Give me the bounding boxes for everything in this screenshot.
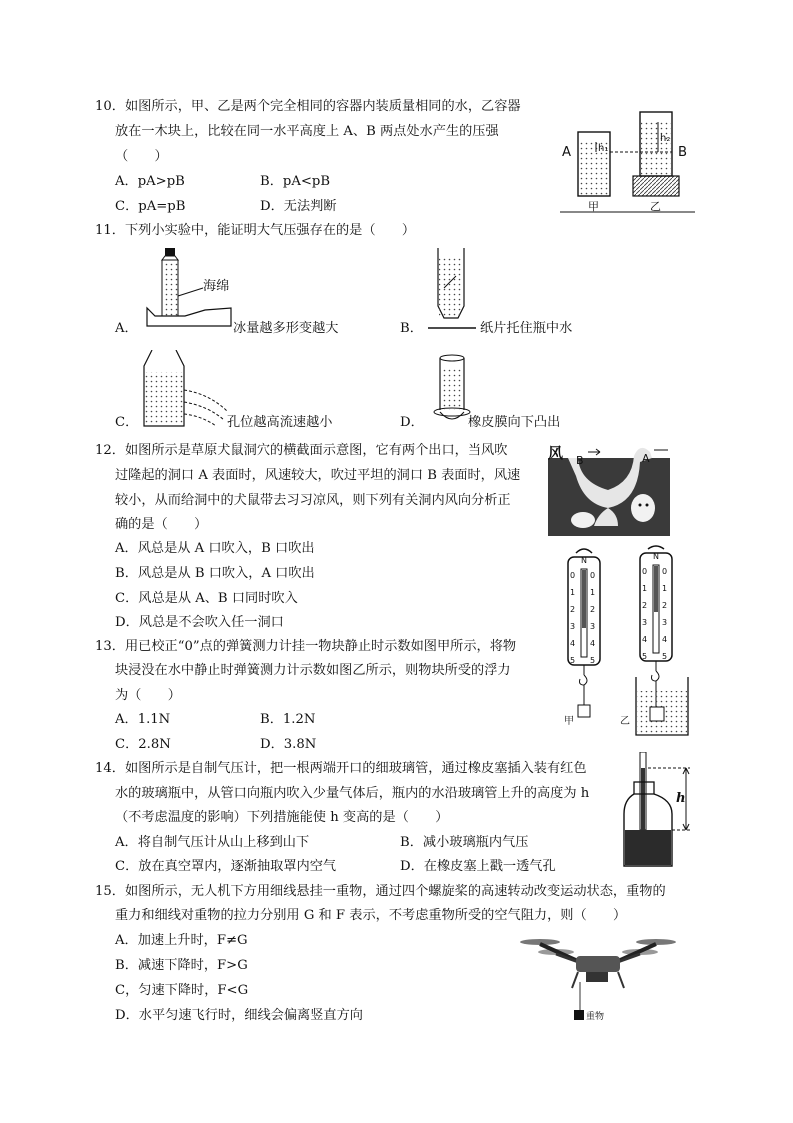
- q10-container-figure: [560, 102, 695, 220]
- q11-d-text: 橡皮膜向下凸出: [468, 415, 561, 430]
- q10-option-c: C．pA=pB: [115, 199, 186, 214]
- tick-label: 4: [642, 635, 648, 644]
- q13-line2: 块浸没在水中静止时弹簧测力计示数如图乙所示，则物块所受的浮力: [115, 663, 511, 678]
- q13-fig-ticks-left-jia: [570, 567, 580, 669]
- tick-label: 0: [662, 567, 668, 576]
- q11-b-letter: B．: [400, 321, 423, 336]
- q13-fig-ticks-right-jia: [590, 567, 600, 669]
- q10-fig-label-b: B: [678, 145, 688, 160]
- q11-c-text: 孔位越高流速越小: [227, 415, 333, 430]
- q12-option-c: C．风总是从 A、B 口同时吹入: [115, 591, 298, 606]
- q13-fig-caption-yi: 乙: [620, 716, 630, 727]
- tick-label: 0: [570, 571, 576, 580]
- q15-line1: 15．如图所示，无人机下方用细线悬挂一重物，通过四个螺旋桨的高速转动改变运动状态，重物的: [95, 884, 666, 899]
- tick-label: 3: [590, 622, 596, 631]
- q13-option-d: D．3.8N: [260, 737, 317, 752]
- q13-line1: 13．用已校正“0”点的弹簧测力计挂一物块静止时示数如图甲所示，将物: [95, 639, 517, 654]
- q13-option-c: C．2.8N: [115, 737, 171, 752]
- q12-line4: 确的是（ ）: [115, 517, 208, 532]
- q14-option-d: D．在橡皮塞上戳一透气孔: [400, 859, 556, 874]
- q14-line2: 水的玻璃瓶中，从管口向瓶内吹入少量气体后，瓶内的水沿玻璃管上升的高度为 h: [115, 786, 590, 801]
- q15-option-d: D．水平匀速飞行时，细线会偏离竖直方向: [115, 1008, 363, 1023]
- q11-a-text: 冰量越多形变越大: [233, 321, 339, 336]
- tick-label: 0: [642, 567, 648, 576]
- q13-fig-ticks-right-yi: [662, 563, 672, 665]
- tick-label: 2: [590, 605, 596, 614]
- q12-fig-label-b: B: [576, 454, 584, 467]
- tick-label: 5: [590, 656, 596, 665]
- tick-label: 1: [590, 588, 596, 597]
- q10-fig-caption-jia: 甲: [588, 200, 599, 213]
- tick-label: 5: [662, 652, 668, 661]
- tick-label: 4: [590, 639, 596, 648]
- q10-fig-h1: h₁: [598, 143, 609, 154]
- q13-fig-caption-jia: 甲: [564, 716, 574, 727]
- q10-option-b: B．pA<pB: [260, 174, 331, 189]
- q12-line3: 较小，从而给洞中的犬鼠带去习习凉风，则下列有关洞内风向分析正: [115, 493, 511, 508]
- tick-label: 5: [570, 656, 576, 665]
- q15-fig-caption: 重物: [586, 1012, 605, 1022]
- q10-line1: 10．如图所示，甲、乙是两个完全相同的容器内装质量相同的水，乙容器: [95, 99, 521, 114]
- q11-stem: 11．下列小实验中，能证明大气压强存在的是（ ）: [95, 223, 416, 238]
- q10-fig-caption-yi: 乙: [650, 200, 661, 213]
- q15-line2: 重力和细线对重物的拉力分别用 G 和 F 表示，不考虑重物所受的空气阻力，则（ ）: [115, 908, 627, 923]
- q15-option-a: A．加速上升时，F≠G: [115, 933, 248, 948]
- q10-fig-label-a: A: [562, 145, 572, 160]
- q14-barometer-figure: [620, 752, 700, 872]
- q12-burrow-figure: [548, 442, 670, 536]
- q13-fig-unit-jia: N: [581, 556, 587, 565]
- q11-c-letter: C．: [115, 415, 139, 430]
- q14-line1: 14．如图所示是自制气压计，把一根两端开口的细玻璃管，通过橡皮塞插入装有红色: [95, 761, 587, 776]
- tick-label: 2: [662, 601, 668, 610]
- q14-line3: （不考虑温度的影响）下列措施能使 h 变高的是（ ）: [115, 810, 449, 825]
- q14-option-c: C．放在真空罩内，逐渐抽取罩内空气: [115, 859, 337, 874]
- q15-drone-figure: [518, 932, 678, 1024]
- q13-fig-unit-yi: N: [653, 552, 659, 561]
- q13-line3: 为（ ）: [115, 688, 181, 703]
- q10-line2: 放在一木块上，比较在同一水平高度上 A、B 两点处水产生的压强: [115, 124, 499, 139]
- tick-label: 3: [570, 622, 576, 631]
- q12-fig-label-a: A: [642, 452, 650, 465]
- tick-label: 4: [662, 635, 668, 644]
- tick-label: 2: [642, 601, 648, 610]
- tick-label: 1: [662, 584, 668, 593]
- q13-option-a: A．1.1N: [115, 712, 171, 727]
- q13-option-b: B．1.2N: [260, 712, 316, 727]
- q14-option-b: B．减小玻璃瓶内气压: [400, 835, 529, 850]
- q12-option-b: B．风总是从 B 口吹入，A 口吹出: [115, 566, 315, 581]
- tick-label: 0: [590, 571, 596, 580]
- q12-option-d: D．风总是不会吹入任一洞口: [115, 615, 284, 630]
- q10-option-d: D．无法判断: [260, 199, 337, 214]
- q11-d-letter: D．: [400, 415, 424, 430]
- q11-b-text: 纸片托住瓶中水: [480, 321, 573, 336]
- tick-label: 3: [642, 618, 648, 627]
- tick-label: 5: [642, 652, 648, 661]
- tick-label: 4: [570, 639, 576, 648]
- q11-c-figure: [140, 350, 230, 430]
- q15-option-c: C，匀速下降时，F<G: [115, 983, 249, 998]
- q11-a-letter: A．: [115, 321, 138, 336]
- q14-option-a: A．将自制气压计从山上移到山下: [115, 835, 310, 850]
- tick-label: 1: [570, 588, 576, 597]
- q10-line3: （ ）: [115, 149, 168, 164]
- q12-option-a: A．风总是从 A 口吹入，B 口吹出: [115, 541, 315, 556]
- tick-label: 1: [642, 584, 648, 593]
- tick-label: 3: [662, 618, 668, 627]
- q14-fig-h: h: [676, 791, 686, 806]
- q12-line1: 12．如图所示是草原犬鼠洞穴的横截面示意图，它有两个出口，当风吹: [95, 443, 508, 458]
- tick-label: 2: [570, 605, 576, 614]
- q12-fig-wind: 风: [548, 444, 564, 462]
- q11-a-fig-label: 海绵: [203, 279, 230, 294]
- q10-fig-h2: h₂: [660, 133, 671, 144]
- q13-spring-scale-figure: [560, 545, 690, 737]
- q11-b-figure: [428, 248, 476, 334]
- q15-option-b: B．减速下降时，F>G: [115, 958, 248, 973]
- q13-fig-ticks-left-yi: [642, 563, 652, 665]
- q12-line2: 过隆起的洞口 A 表面时，风速较大，吹过平坦的洞口 B 表面时，风速: [115, 468, 521, 483]
- q10-option-a: A．pA>pB: [115, 174, 185, 189]
